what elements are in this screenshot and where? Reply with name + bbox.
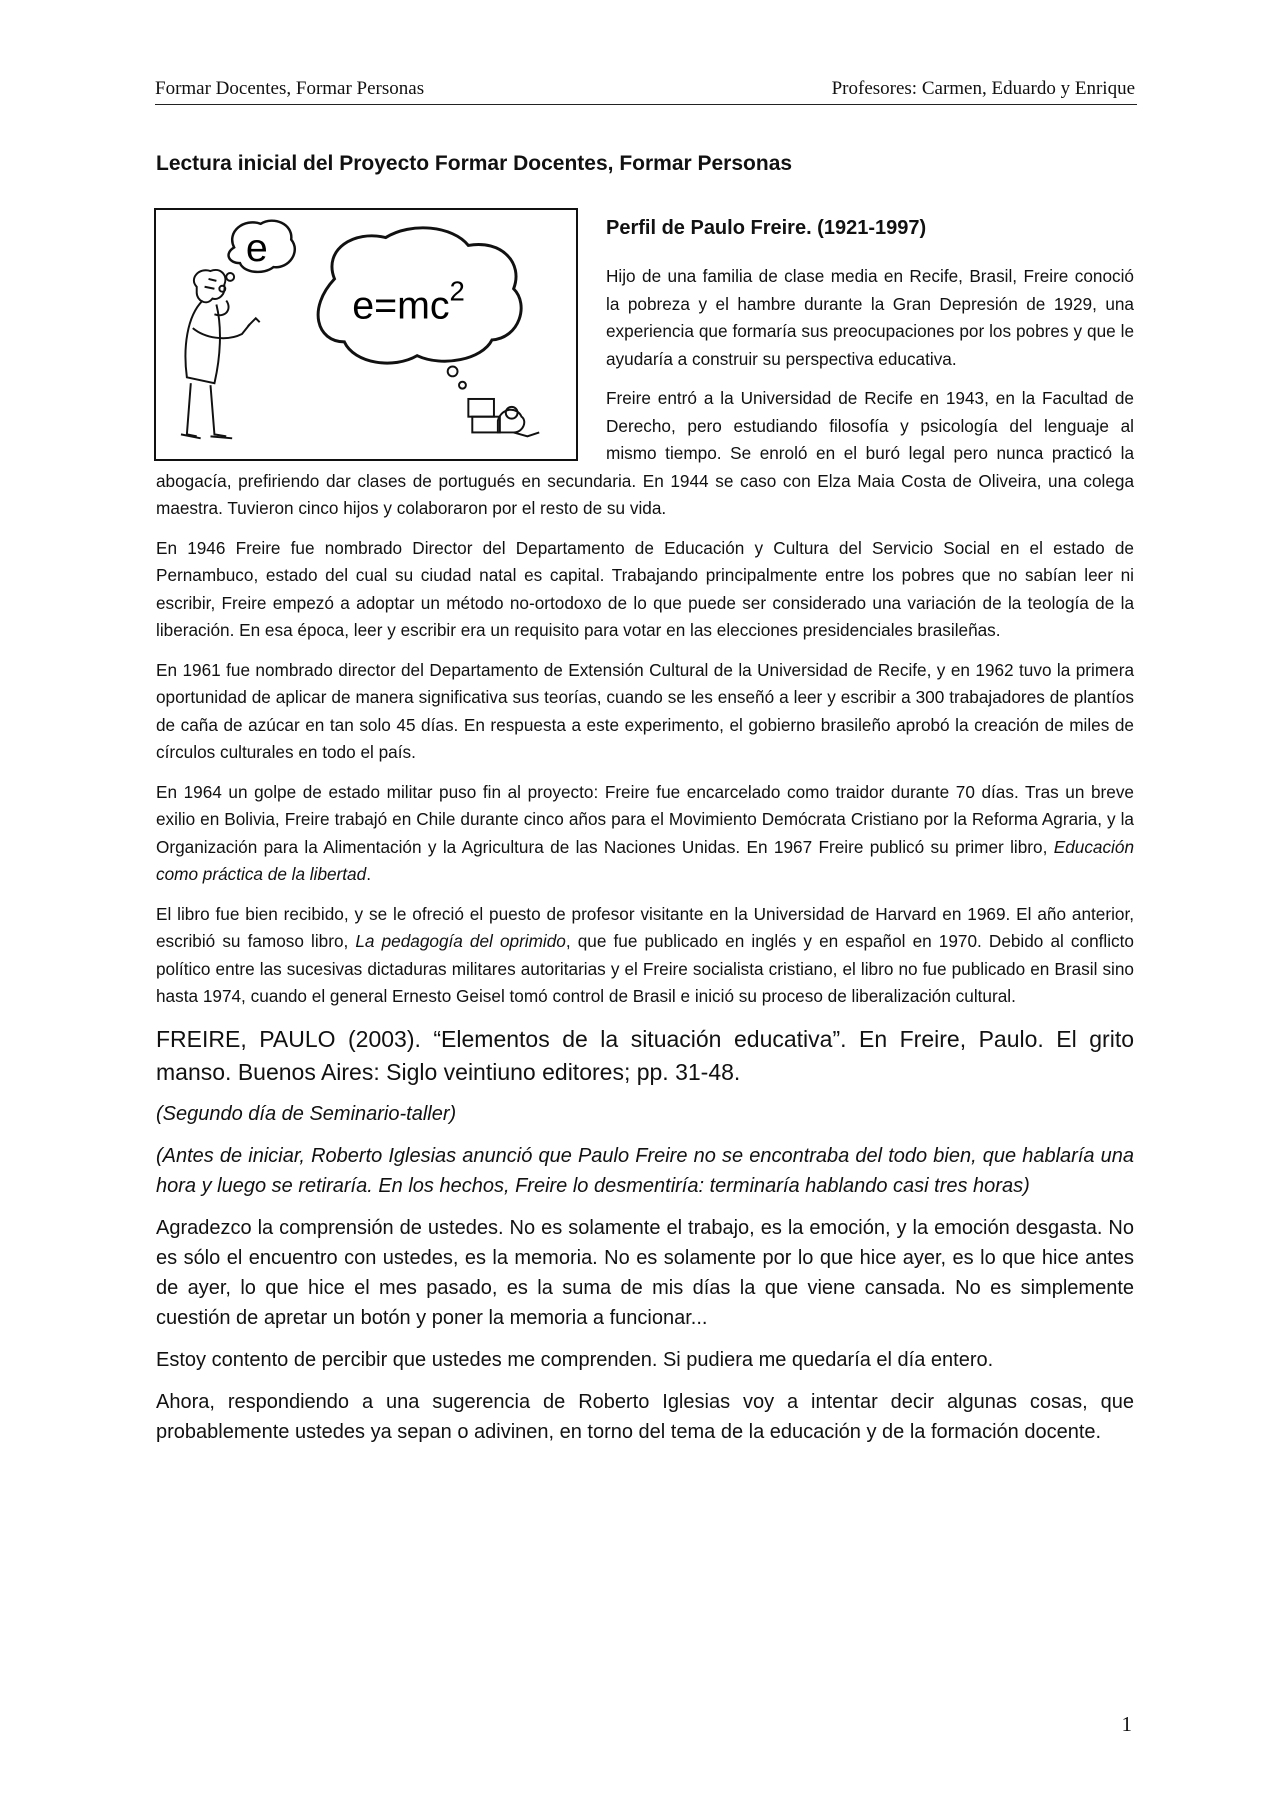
document-title: Lectura inicial del Proyecto Formar Docentes, Formar Personas <box>156 152 793 175</box>
speech-paragraph-1: Agradezco la comprensión de ustedes. No es solamente el trabajo, es la emoción, y la emoción desgasta. No es sólo el encuentro con ustedes, es la memoria. No es solamente por lo que hice ayer, es lo que hice antes de ayer, lo que hice el mes pasado, es la suma de mis días la que viene cansada. No es simplemente cuestión de apretar un botón y poner la memoria a funcionar... <box>156 1216 1134 1329</box>
running-header <box>155 76 1137 105</box>
header-right: Profesores: Carmen, Eduardo y Enrique <box>831 78 1135 99</box>
paragraph-6-end: , que fue publicado en inglés y en español en 1970. Debido al conflicto político entre las sucesivas dictaduras militares autoritarias y el Freire socialista cristiano, el libro no fue publicado en Brasil sino hasta 1974, cuando el general Ernesto Geisel tomó control de Brasil e inició su proceso de liberalización cultural. <box>156 931 1134 1006</box>
header-left: Formar Docentes, Formar Personas <box>155 78 425 99</box>
paragraph-5-end: . <box>366 864 371 884</box>
paragraph-5-text: En 1964 un golpe de estado militar puso fin al proyecto: Freire fue encarcelado como traidor durante 70 días. Tras un breve exilio en Bolivia, Freire trabajó en Chile durante cinco años para el Movimiento Demócrata Cristiano por la Reforma Agraria, y la Organización para la Alimentación y la Agricultura de las Naciones Unidas. En 1967 Freire publicó su primer libro, <box>156 781 1134 857</box>
profile-subtitle: Perfil de Paulo Freire. (1921-1997) <box>606 217 927 239</box>
page-number: 1 <box>1121 1712 1132 1736</box>
intro-note: (Antes de iniciar, Roberto Iglesias anunció que Paulo Freire no se encontraba del todo bien, que hablaría una hora y luego se retiraría. En los hechos, Freire lo desmentiría: terminaría hablando casi tres horas) <box>156 1144 1134 1197</box>
book-title-1: Educación como práctica de la libertad <box>156 836 1134 884</box>
paragraph-1: Hijo de una familia de clase media en Recife, Brasil, Freire conoció la pobreza y el hambre durante la Gran Depresión de 1929, una experiencia que formaría sus preocupaciones por los pobres y que le ayudaría a construir su perspectiva educativa. <box>606 266 1134 369</box>
equation-exponent: 2 <box>449 275 465 307</box>
paragraph-4: En 1961 fue nombrado director del Departamento de Extensión Cultural de la Universidad de Recife, y en 1962 tuvo la primera oportunidad de aplicar de manera significativa sus teorías, cuando se les enseñó a leer y escribir a 300 trabajadores de plantíos de caña de azúcar en tan solo 45 días. En respuesta a este experimento, el gobierno brasileño aprobó la creación de miles de círculos culturales en todo el país. <box>156 659 1134 762</box>
speech-paragraph-2: Estoy contento de percibir que ustedes me comprenden. Si pudiera me quedaría el día entero. <box>156 1348 994 1371</box>
speech-paragraph-3: Ahora, respondiendo a una sugerencia de Roberto Iglesias voy a intentar decir algunas cosas, que probablemente ustedes ya sepan o adivinen, en torno del tema de la educación y de la formación docente. <box>156 1390 1134 1443</box>
paragraph-3: En 1946 Freire fue nombrado Director del Departamento de Educación y Cultura del Servicio Social en el estado de Pernambuco, estado del cual su ciudad natal es capital. Trabajando principalmente entre los pobres que no sabían leer ni escribir, Freire empezó a adoptar un método no-ortodoxo de lo que puede ser considerado una variación de la teología de la liberación. En esa época, leer y escribir era un requisito para votar en las elecciones presidenciales brasileñas. <box>156 537 1134 640</box>
paragraph-6 <box>156 901 1134 1011</box>
paragraph-2: Freire entró a la Universidad de Recife en 1943, en la Facultad de Derecho, pero estudiando filosofía y psicología del lenguaje al mismo tiempo. Se enroló en el buró legal pero nunca practicó la abogacía, prefiriendo dar clases de portugués en secundaria. En 1944 se caso con Elza Maia Costa de Oliveira, una colega maestra. Tuvieron cinco hijos y colaboraron por el resto de su vida. <box>156 388 1134 518</box>
paragraph-6-text: El libro fue bien recibido, y se le ofreció el puesto de profesor visitante en la Universidad de Harvard en 1969. El año anterior, escribió su famoso libro, <box>156 903 1134 951</box>
bubble-small-text: e <box>245 226 268 271</box>
paragraph-5 <box>156 779 1134 889</box>
article-body <box>156 210 1134 1459</box>
session-note: (Segundo día de Seminario-taller) <box>156 1102 457 1125</box>
figure-spacer <box>156 210 606 460</box>
bibliographic-citation: FREIRE, PAULO (2003). “Elementos de la situación educativa”. En Freire, Paulo. El grito manso. Buenos Aires: Siglo veintiuno editores; pp. 31-48. <box>156 1025 1134 1085</box>
book-title-2: La pedagogía del oprimido <box>355 931 566 951</box>
equation-base: e=mc <box>352 283 450 328</box>
